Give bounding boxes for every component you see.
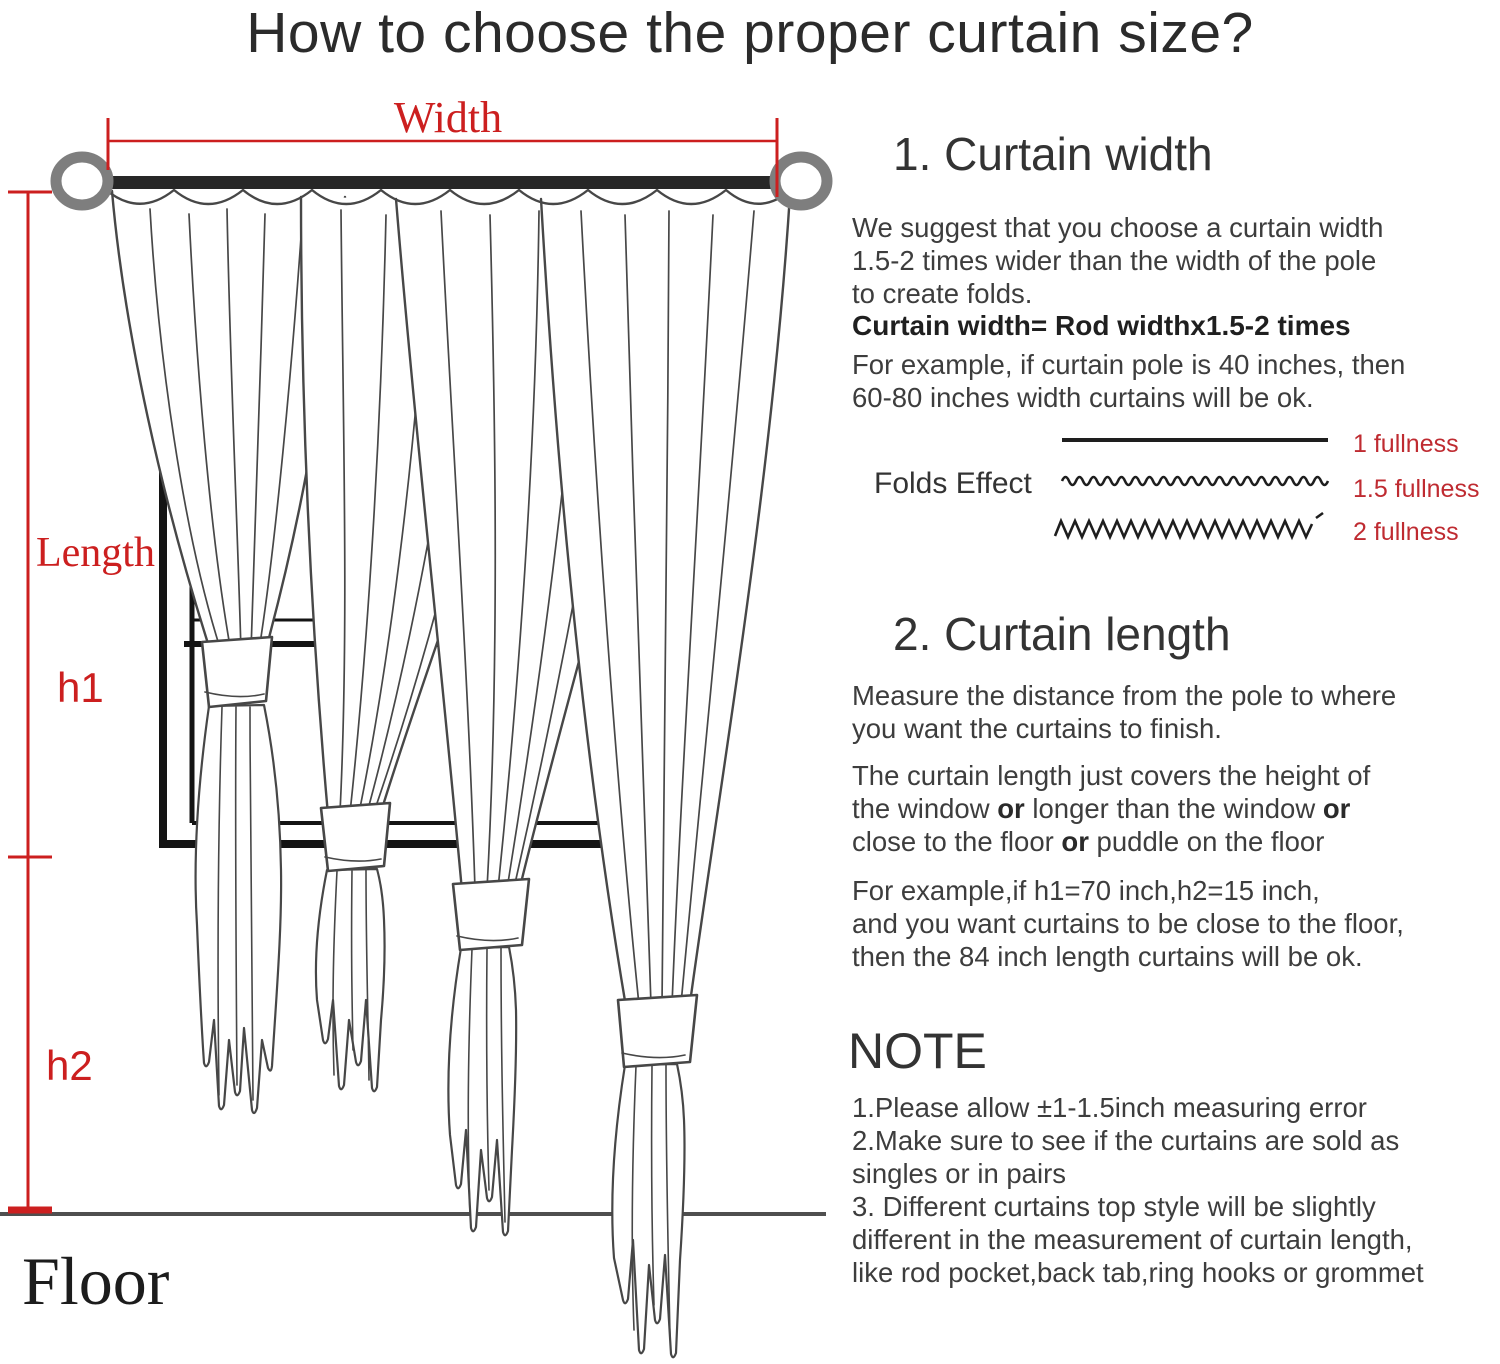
fullness-2-label: 2 fullness (1353, 518, 1459, 546)
curtain-drawing-icon (105, 189, 792, 1357)
section1-paragraph2: For example, if curtain pole is 40 inches, then 60-80 inches width curtains will be ok. (852, 349, 1406, 413)
note-list: 1.Please allow ±1-1.5inch measuring error 2.Make sure to see if the curtains are sold as singles or in pairs 3. Different curtains top style will be slightly different in the measurement of curtain length, like rod pocket,back tab,ring hooks or grommet (852, 1092, 1424, 1288)
curtain-panel-4 (541, 194, 790, 1357)
floor-label: Floor (22, 1243, 170, 1319)
folds-effect-lines-icon (1040, 420, 1350, 560)
tieback-4 (618, 995, 697, 1067)
section2-heading: 2. Curtain length (893, 608, 1231, 660)
folds-effect-label: Folds Effect (874, 467, 1032, 500)
note-heading: NOTE (848, 1023, 987, 1079)
h1-measure-label: h1 (57, 664, 104, 711)
section1-heading: 1. Curtain width (893, 128, 1213, 180)
width-measure-label: Width (393, 93, 503, 142)
section2-paragraph3: For example,if h1=70 inch,h2=15 inch, and you want curtains to be close to the floor, then the 84 inch length curtains will be ok. (852, 875, 1404, 972)
curtain-ring-left-icon (56, 157, 108, 205)
section2-paragraph2: The curtain length just covers the height of the window or longer than the window or close to the floor or puddle on the floor (852, 760, 1371, 857)
section2-paragraph1: Measure the distance from the pole to where you want the curtains to finish. (852, 680, 1397, 744)
length-measure-label: Length (36, 530, 155, 576)
fullness-1-label: 1 fullness (1353, 430, 1459, 458)
curtain-rod-icon (101, 176, 793, 189)
section1-paragraph1: We suggest that you choose a curtain width 1.5-2 times wider than the width of the pole to create folds. (852, 212, 1384, 309)
tieback-3 (453, 879, 529, 950)
h2-measure-label: h2 (46, 1042, 93, 1089)
fullness-1-5-label: 1.5 fullness (1353, 475, 1480, 503)
page-title: How to choose the proper curtain size? (246, 1, 1254, 65)
curtain-ring-right-icon (775, 157, 827, 205)
curtain-width-formula: Curtain width= Rod widthx1.5-2 times (852, 310, 1351, 341)
tieback-1 (202, 637, 272, 707)
tieback-2 (321, 803, 390, 871)
